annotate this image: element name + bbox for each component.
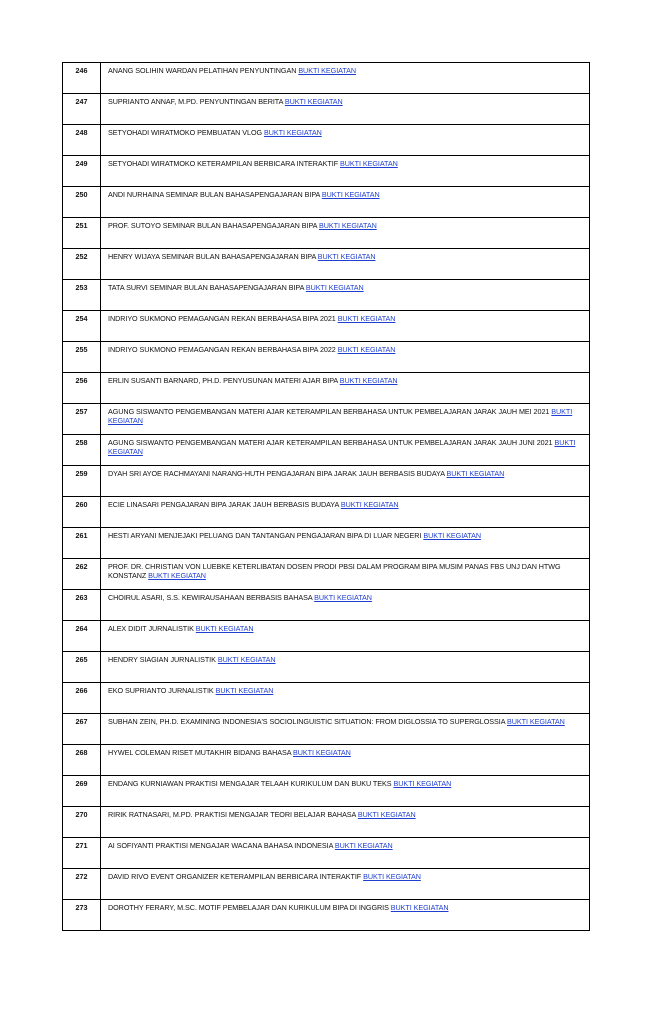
table-row [63, 745, 590, 776]
row-number: 254 [63, 311, 101, 342]
row-number: 259 [63, 466, 101, 497]
activity-description-cell [101, 745, 590, 776]
activity-description: SETYOHADI WIRATMOKO PEMBUATAN VLOG [108, 128, 263, 137]
activity-table [62, 62, 590, 931]
table-row [63, 714, 590, 745]
activity-description-cell [101, 63, 590, 94]
activity-description: EKO SUPRIANTO JURNALISTIK [108, 686, 214, 695]
row-number: 250 [63, 187, 101, 218]
evidence-link[interactable]: BUKTI KEGIATAN [507, 717, 565, 726]
row-number: 252 [63, 249, 101, 280]
evidence-link[interactable]: BUKTI KEGIATAN [108, 407, 573, 425]
row-number: 268 [63, 745, 101, 776]
activity-description: AGUNG SISWANTO PENGEMBANGAN MATERI AJAR KETERAMPILAN BERBAHASA UNTUK PEMBELAJARAN JARAK JAUH JUNI 2021 [108, 438, 553, 447]
activity-description-cell [101, 838, 590, 869]
row-number: 266 [63, 683, 101, 714]
row-number: 257 [63, 404, 101, 435]
evidence-link[interactable]: BUKTI KEGIATAN [321, 190, 380, 199]
evidence-link[interactable]: BUKTI KEGIATAN [317, 252, 376, 261]
table-row [63, 94, 590, 125]
row-number: 253 [63, 280, 101, 311]
activity-description-cell [101, 435, 590, 466]
evidence-link[interactable]: BUKTI KEGIATAN [340, 159, 398, 168]
evidence-link[interactable]: BUKTI KEGIATAN [108, 438, 576, 456]
activity-description-cell [101, 156, 590, 187]
evidence-link[interactable]: BUKTI KEGIATAN [305, 283, 364, 292]
row-number: 251 [63, 218, 101, 249]
activity-description-cell [101, 714, 590, 745]
row-number: 263 [63, 590, 101, 621]
activity-description-cell [101, 404, 590, 435]
activity-description: CHOIRUL ASARI, S.S. KEWIRAUSAHAAN BERBASIS BAHASA [108, 593, 313, 602]
table-row [63, 838, 590, 869]
evidence-link[interactable]: BUKTI KEGIATAN [318, 221, 377, 230]
evidence-link[interactable]: BUKTI KEGIATAN [217, 655, 276, 664]
evidence-link[interactable]: BUKTI KEGIATAN [264, 128, 322, 137]
activity-description-cell [101, 249, 590, 280]
activity-description: TATA SURVI SEMINAR BULAN BAHASAPENGAJARAN BIPA [108, 283, 304, 292]
activity-description-cell [101, 776, 590, 807]
activity-description: HESTI ARYANI MENJEJAKI PELUANG DAN TANTANGAN PENGAJARAN BIPA DI LUAR NEGERI [108, 531, 422, 540]
row-number: 249 [63, 156, 101, 187]
activity-description-cell [101, 590, 590, 621]
activity-description: PROF. SUTOYO SEMINAR BULAN BAHASAPENGAJARAN BIPA [108, 221, 319, 230]
table-row [63, 156, 590, 187]
activity-description-cell [101, 373, 590, 404]
activity-description: ANDI NURHAINA SEMINAR BULAN BAHASAPENGAJARAN BIPA [108, 190, 322, 199]
evidence-link[interactable]: BUKTI KEGIATAN [363, 872, 421, 881]
evidence-link[interactable]: BUKTI KEGIATAN [148, 571, 206, 580]
activity-description-cell [101, 94, 590, 125]
table-row [63, 404, 590, 435]
activity-description: SUPRIANTO ANNAF, M.PD. PENYUNTINGAN BERITA [108, 97, 283, 106]
activity-description-cell [101, 497, 590, 528]
table-row [63, 683, 590, 714]
table-body [63, 63, 590, 931]
activity-description: AGUNG SISWANTO PENGEMBANGAN MATERI AJAR KETERAMPILAN BERBAHASA UNTUK PEMBELAJARAN JARAK JAUH MEI 2021 [108, 407, 550, 416]
table-row [63, 218, 590, 249]
row-number: 248 [63, 125, 101, 156]
table-row [63, 869, 590, 900]
activity-description: SUBHAN ZEIN, PH.D. EXAMINING INDONESIA'S SOCIOLINGUISTIC SITUATION: FROM DIGLOSSIA TO SUPERGLOSSIA [108, 717, 506, 726]
activity-description-cell [101, 528, 590, 559]
row-number: 265 [63, 652, 101, 683]
evidence-link[interactable]: BUKTI KEGIATAN [298, 66, 357, 75]
row-number: 255 [63, 342, 101, 373]
activity-description: ANANG SOLIHIN WARDAN PELATIHAN PENYUNTINGAN [108, 66, 297, 75]
activity-description: ECIE LINASARI PENGAJARAN BIPA JARAK JAUH BERBASIS BUDAYA [108, 500, 339, 509]
evidence-link[interactable]: BUKTI KEGIATAN [357, 810, 416, 819]
table-row [63, 528, 590, 559]
activity-description: ENDANG KURNIAWAN PRAKTISI MENGAJAR TELAAH KURIKULUM DAN BUKU TEKS [108, 779, 392, 788]
evidence-link[interactable]: BUKTI KEGIATAN [393, 779, 452, 788]
activity-description-cell [101, 652, 590, 683]
evidence-link[interactable]: BUKTI KEGIATAN [334, 841, 393, 850]
activity-description: HENDRY SIAGIAN JURNALISTIK [108, 655, 216, 664]
activity-description: DYAH SRI AYOE RACHMAYANI NARANG-HUTH PENGAJARAN BIPA JARAK JAUH BERBASIS BUDAYA [108, 469, 445, 478]
table-row [63, 807, 590, 838]
activity-description: HYWEL COLEMAN RISET MUTAKHIR BIDANG BAHASA [108, 748, 292, 757]
activity-description-cell [101, 900, 590, 931]
table-row [63, 125, 590, 156]
evidence-link[interactable]: BUKTI KEGIATAN [340, 500, 399, 509]
row-number: 267 [63, 714, 101, 745]
evidence-link[interactable]: BUKTI KEGIATAN [337, 314, 396, 323]
table-row [63, 280, 590, 311]
table-row [63, 621, 590, 652]
row-number: 260 [63, 497, 101, 528]
row-number: 269 [63, 776, 101, 807]
row-number: 262 [63, 559, 101, 590]
evidence-link[interactable]: BUKTI KEGIATAN [337, 345, 396, 354]
activity-description: HENRY WIJAYA SEMINAR BULAN BAHASAPENGAJARAN BIPA [108, 252, 316, 261]
row-number: 261 [63, 528, 101, 559]
activity-description-cell [101, 869, 590, 900]
row-number: 271 [63, 838, 101, 869]
table-row [63, 900, 590, 931]
table-row [63, 466, 590, 497]
table-row [63, 311, 590, 342]
table-row [63, 497, 590, 528]
activity-description-cell [101, 683, 590, 714]
evidence-link[interactable]: BUKTI KEGIATAN [446, 469, 505, 478]
activity-description: PROF. DR. CHRISTIAN VON LUEBKE KETERLIBATAN DOSEN PRODI PBSI DALAM PROGRAM BIPA MUSIM PANAS FBS UNJ DAN HTWG KONSTANZ [108, 562, 561, 580]
activity-description-cell [101, 621, 590, 652]
activity-description-cell [101, 311, 590, 342]
row-number: 258 [63, 435, 101, 466]
table-row [63, 652, 590, 683]
table-row [63, 776, 590, 807]
activity-description-cell [101, 125, 590, 156]
table-row [63, 249, 590, 280]
row-number: 264 [63, 621, 101, 652]
evidence-link[interactable]: BUKTI KEGIATAN [423, 531, 482, 540]
evidence-link[interactable]: BUKTI KEGIATAN [284, 97, 343, 106]
table-row [63, 590, 590, 621]
activity-description-cell [101, 807, 590, 838]
activity-description: ALEX DIDIT JURNALISTIK [108, 624, 194, 633]
row-number: 256 [63, 373, 101, 404]
evidence-link[interactable]: BUKTI KEGIATAN [314, 593, 372, 602]
table-row [63, 373, 590, 404]
activity-description: INDRIYO SUKMONO PEMAGANGAN REKAN BERBAHASA BIPA 2022 [108, 345, 336, 354]
row-number: 246 [63, 63, 101, 94]
activity-description: DAVID RIVO EVENT ORGANIZER KETERAMPILAN BERBICARA INTERAKTIF [108, 872, 362, 881]
evidence-link[interactable]: BUKTI KEGIATAN [293, 748, 351, 757]
table-row [63, 342, 590, 373]
activity-description-cell [101, 342, 590, 373]
table-row [63, 435, 590, 466]
evidence-link[interactable]: BUKTI KEGIATAN [215, 686, 274, 695]
activity-description: AI SOFIYANTI PRAKTISI MENGAJAR WACANA BAHASA INDONESIA [108, 841, 333, 850]
activity-description-cell [101, 559, 590, 590]
activity-description-cell [101, 187, 590, 218]
activity-description-cell [101, 466, 590, 497]
evidence-link[interactable]: BUKTI KEGIATAN [339, 376, 398, 385]
row-number: 272 [63, 869, 101, 900]
activity-description: RIRIK RATNASARI, M.PD. PRAKTISI MENGAJAR TEORI BELAJAR BAHASA [108, 810, 356, 819]
row-number: 270 [63, 807, 101, 838]
activity-description-cell [101, 218, 590, 249]
activity-description: ERLIN SUSANTI BARNARD, PH.D. PENYUSUNAN MATERI AJAR BIPA [108, 376, 338, 385]
activity-description: INDRIYO SUKMONO PEMAGANGAN REKAN BERBAHASA BIPA 2021 [108, 314, 336, 323]
table-row [63, 187, 590, 218]
activity-description: DOROTHY FERARY, M.SC. MOTIF PEMBELAJAR DAN KURIKULUM BIPA DI INGGRIS [108, 903, 389, 912]
activity-description-cell [101, 280, 590, 311]
row-number: 247 [63, 94, 101, 125]
table-row [63, 63, 590, 94]
evidence-link[interactable]: BUKTI KEGIATAN [390, 903, 449, 912]
activity-description: SETYOHADI WIRATMOKO KETERAMPILAN BERBICARA INTERAKTIF [108, 159, 339, 168]
evidence-link[interactable]: BUKTI KEGIATAN [195, 624, 254, 633]
row-number: 273 [63, 900, 101, 931]
table-row [63, 559, 590, 590]
